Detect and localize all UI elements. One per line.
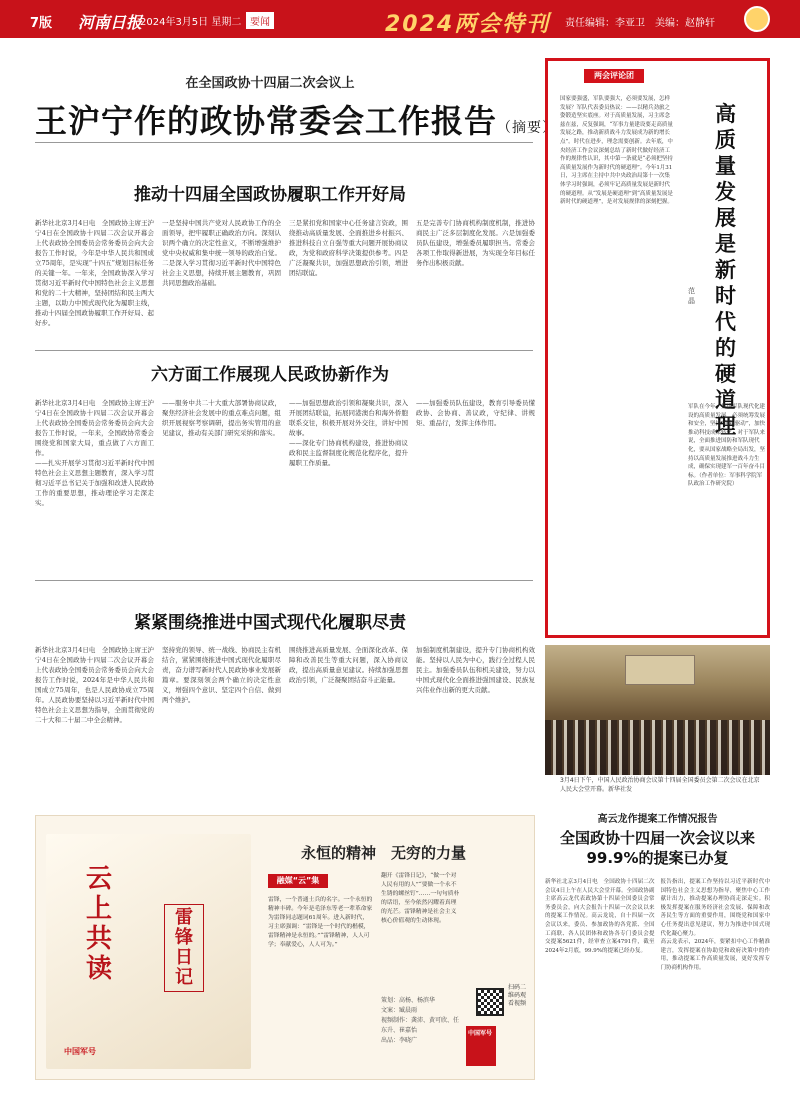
commentary-body-continued: 军队在今年、推进军队现代化建设的高质量发展，必须统筹发展和安全，坚持“创新驱动”，加快推动科技成果转化。对于军队来说，全面推进国防和军队现代化，要从国家战略全局出发，坚持以高质量发展推进战斗力生成，确保实现建军一百年奋斗目标。（作者单位：军事科学院军队政治工作研究院） <box>688 404 766 488</box>
paragraph: ——服务中共二十大重大部署协商议政，聚焦经济社会发展中的重点难点问题，组织开展视察考察调研，提出务实管用的意见建议，推动有关部门研究采纳和落实。 <box>162 399 281 437</box>
divider <box>35 580 533 581</box>
article-column: 坚持党的领导、统一战线、协商民主有机结合，紧紧围绕推进中国式现代化履职尽责，奋力谱写新时代人民政协事业发展新篇章。要深刻领会两个确立的决定性意义，增强四个意识、坚定四个自信、做到两个维护。 <box>162 646 281 704</box>
credit-line: 出品：李晓广 <box>381 1037 418 1044</box>
article-column: 一是坚持中国共产党对人民政协工作的全面领导，把牢履职正确政治方向。深刻认识两个确立的决定性意义，不断增强维护党中央权威和集中统一领导的政治自觉。二是深入学习贯彻习近平新时代中国特色社会主义思想，持续开展主题教育，巩固共同思想政治基础。 <box>162 219 281 287</box>
book-illustration <box>46 834 251 1069</box>
credit-line: 策划：高杨、杨滨华 <box>381 997 436 1004</box>
promo-body: 雷锋，一个普通士兵的名字。一个永恒的精神丰碑。今年是毛泽东等老一辈革命家为雷锋同志题词61周年。进入新时代，习主席强调：“雷锋是一个时代的楷模，雷锋精神是永恒的。”“雷锋精神，人人可学；奉献爱心，人人可为。” <box>268 897 373 948</box>
article-column: 新华社北京3月4日电 全国政协主席王沪宁4日在全国政协十四届二次会议开幕会上代表政协全国委员会常务委员会向大会报告工作时说，今年是中华人民共和国成立75周年，是实现“十四五”规划目标任务的关键一年。一年来，全国政协深入学习贯彻习近平新时代中国特色社会主义思想和党的二十大精神，坚持团结和民主两大主题，以助力中国式现代化为履职主线，推动十四届全国政协履职工作开好局、起好步。 <box>35 219 154 327</box>
article-column <box>416 398 535 568</box>
article-column: 三是紧扣党和国家中心任务建言资政，围绕推动高质量发展、全面推进乡村振兴、推进科技自立自强等重大问题开展协商议政，为党和政府科学决策提供参考。四是广泛凝聚共识，加强思想政治引领，增进团结联谊。 <box>289 219 408 277</box>
right-story-title: 全国政协十四届一次会议以来99.9%的提案已办复 <box>559 829 755 867</box>
cppcc-emblem-icon <box>744 6 770 32</box>
commentary-author: 范 晶 <box>688 287 702 305</box>
lead-headline <box>35 96 557 142</box>
section-heading-2: 六方面工作展现人民政协新作为 <box>151 365 389 385</box>
article-column <box>289 398 408 568</box>
commentary-body: 国家要强盛，军队要强大，必须要发展，怎样发展？军队代表委员热议：——以精兵劲旅之姿锻造坚实底座。对于高质量发展，习主席念兹在兹，反复强调，“军事力量建设要走高质量发展之路，推动新质战斗力发展成为新的增长点”。时代在进步，理念需要创新。去年底，中央经济工作会议深刻总结了新时代做好经济工作的规律性认识，其中第一条就是“必须把坚持高质量发展作为新时代的硬道理”。今年1月31日，习主席在主持中共中央政治局第十一次集体学习时强调，必须牢记高质量发展是新时代的硬道理。从“发展是硬道理”到“高质量发展是新时代的硬道理”，是对发展规律的深刻把握。 <box>560 96 673 206</box>
newspaper-logo: 河南日报 <box>78 13 143 32</box>
article-column: 五是完善专门协商机构制度机制，推进协商民主广泛多层制度化发展。六是加强委员队伍建设，增强委员履职担当。常委会各项工作取得新进展，为实现全年目标任务作出积极贡献。 <box>416 219 535 267</box>
paragraph: 报告指出，提案工作坚持以习近平新时代中国特色社会主义思想为指导，聚焦中心工作献计出力，推动提案办理协商走深走实。积极发挥提案在服务经济社会发展、保障和改善民生等方面的重要作用，围绕党和国家中心任务提出意见建议，努力为推进中国式现代化凝心聚力。 <box>660 879 770 937</box>
article-column: 新华社北京3月4日电 全国政协十四届二次会议4日上午在人民大会堂开幕。全国政协副主席高云龙代表政协第十四届全国委员会常务委员会，向大会报告十四届一次会议以来的提案工作情况。高云龙说，自十四届一次会议以来，委员、参加政协的各党派、全国工商联、各人民团体和政协各专门委员会提交提案5621件，经审查立案4791件，截至2024年2月底，99.9%的提案已经办复。 <box>545 879 655 954</box>
promo-series-title: 云上共读 <box>86 864 113 984</box>
editor-credit: 责任编辑：李亚卫 美编：赵静轩 <box>565 18 715 29</box>
article-column: 围绕推进高质量发展、全面深化改革、保障和改善民生等重大问题，深入协商议政，提出高质量意见建议。持续加强思想政治引领，广泛凝聚团结奋斗正能量。 <box>289 646 408 684</box>
promo-credits <box>381 996 461 1046</box>
commentary-box <box>545 58 770 638</box>
right-story-kicker: 高云龙作提案工作情况报告 <box>597 814 718 825</box>
stage-screen <box>625 655 695 685</box>
credit-line: 文案：臧晨雨 <box>381 1007 418 1014</box>
article-column: 新华社北京3月4日电 全国政协主席王沪宁4日在全国政协十四届二次会议开幕会上代表政协全国委员会常务委员会向大会报告工作时说，2024年是中华人民共和国成立75周年，也是人民政协成立75周年。人民政协要坚持以习近平新时代中国特色社会主义思想为指导，全面贯彻党的二十大和二十届二中全会精神。 <box>35 646 154 724</box>
credit-line: 视频制作：龚沛、黄可欣、任东升、崔嘉怡 <box>381 1017 460 1034</box>
promo-brand: 中国军号 <box>64 1047 96 1056</box>
brand-qr-icon[interactable] <box>466 1026 496 1066</box>
masthead <box>0 0 800 38</box>
paragraph: ——加强思想政治引领和凝聚共识，深入开展团结联谊，拓展同港澳台和海外侨胞联系交往，积极开展对外交往，讲好中国故事。 <box>289 399 408 437</box>
section-body-1 <box>35 218 535 338</box>
photo-caption: 3月4日下午，中国人民政治协商会议第十四届全国委员会第二次会议在北京人民大会堂开幕。新华社发 <box>560 777 760 793</box>
paragraph: ——加强委员队伍建设，教育引导委员懂政协、会协商、善议政，守纪律、讲规矩、重品行，发挥主体作用。 <box>416 399 535 427</box>
article-column <box>661 878 771 1078</box>
promo-body-continued: 翻开《雷锋日记》，“做一个对人民有用的人”“要做一个永不生锈的螺丝钉”……一句句质朴的话语，至今依然闪耀着真理的光芒。雷锋精神是社会主义核心价值观的生动体现。 <box>381 873 460 924</box>
brand-qr-label: 中国军号 <box>468 1030 493 1037</box>
article-column <box>35 398 154 568</box>
section-tag: 要闻 <box>246 12 274 29</box>
right-story-body <box>545 878 770 1078</box>
paragraph: ——扎实开展学习贯彻习近平新时代中国特色社会主义思想主题教育，深入学习贯彻习近平总书记关于加强和改进人民政协工作的重要思想，推动理论学习走深走实。 <box>35 459 154 507</box>
paragraph: ——深化专门协商机构建设，推进协商议政和民主监督制度化规范化程序化，提升履职工作质量。 <box>289 439 408 467</box>
special-issue-title: 2024两会特刊 <box>385 12 551 37</box>
divider <box>35 142 533 143</box>
section-body-2 <box>35 398 535 568</box>
lead-title-suffix: （摘要） <box>497 120 558 136</box>
promo-block <box>35 815 535 1080</box>
lead-title: 王沪宁作的政协常委会工作报告 <box>35 102 498 140</box>
article-column: 加强制度机制建设，提升专门协商机构效能。坚持以人民为中心，践行全过程人民民主。加强委员队伍和机关建设，努力以中国式现代化全面推进强国建设、民族复兴伟业作出新的更大贡献。 <box>416 646 535 694</box>
page-number: 7版 <box>30 16 53 31</box>
paragraph: 新华社北京3月4日电 全国政协主席王沪宁4日在全国政协十四届二次会议开幕会上代表政协全国委员会常务委员会向大会报告工作时说，一年来，全国政协常委会围绕党和国家大局，重点做了六方面工作。 <box>35 399 154 457</box>
issue-date: 2024年3月5日 星期二 <box>140 17 242 28</box>
qr-label: 扫码二维码观看视频 <box>508 984 527 1007</box>
lead-kicker: 在全国政协十四届二次会议上 <box>185 76 355 91</box>
qr-code-icon[interactable] <box>476 988 504 1016</box>
assembly-photo <box>545 645 770 775</box>
article-column <box>162 398 281 568</box>
divider <box>35 350 533 351</box>
section-body-3 <box>35 645 535 795</box>
book-title: 雷锋日记 <box>164 904 204 992</box>
paragraph: 高云龙表示，2024年，要紧扣中心工作精准建言，发挥提案在协助党和政府决策中的作用，推动提案工作高质量发展，更好发挥专门协商机构作用。 <box>660 939 770 971</box>
section-heading-3: 紧紧围绕推进中国式现代化履职尽责 <box>134 613 406 633</box>
promo-badge: 融媒“云”集 <box>268 874 328 888</box>
commentary-title: 高质量发展是新时代的硬道理 <box>715 102 736 438</box>
section-heading-1: 推动十四届全国政协履职工作开好局 <box>134 185 406 205</box>
audience-seats <box>545 720 770 775</box>
promo-title: 永恒的精神 无穷的力量 <box>301 844 467 862</box>
commentary-badge: 两会评论团 <box>584 69 644 83</box>
